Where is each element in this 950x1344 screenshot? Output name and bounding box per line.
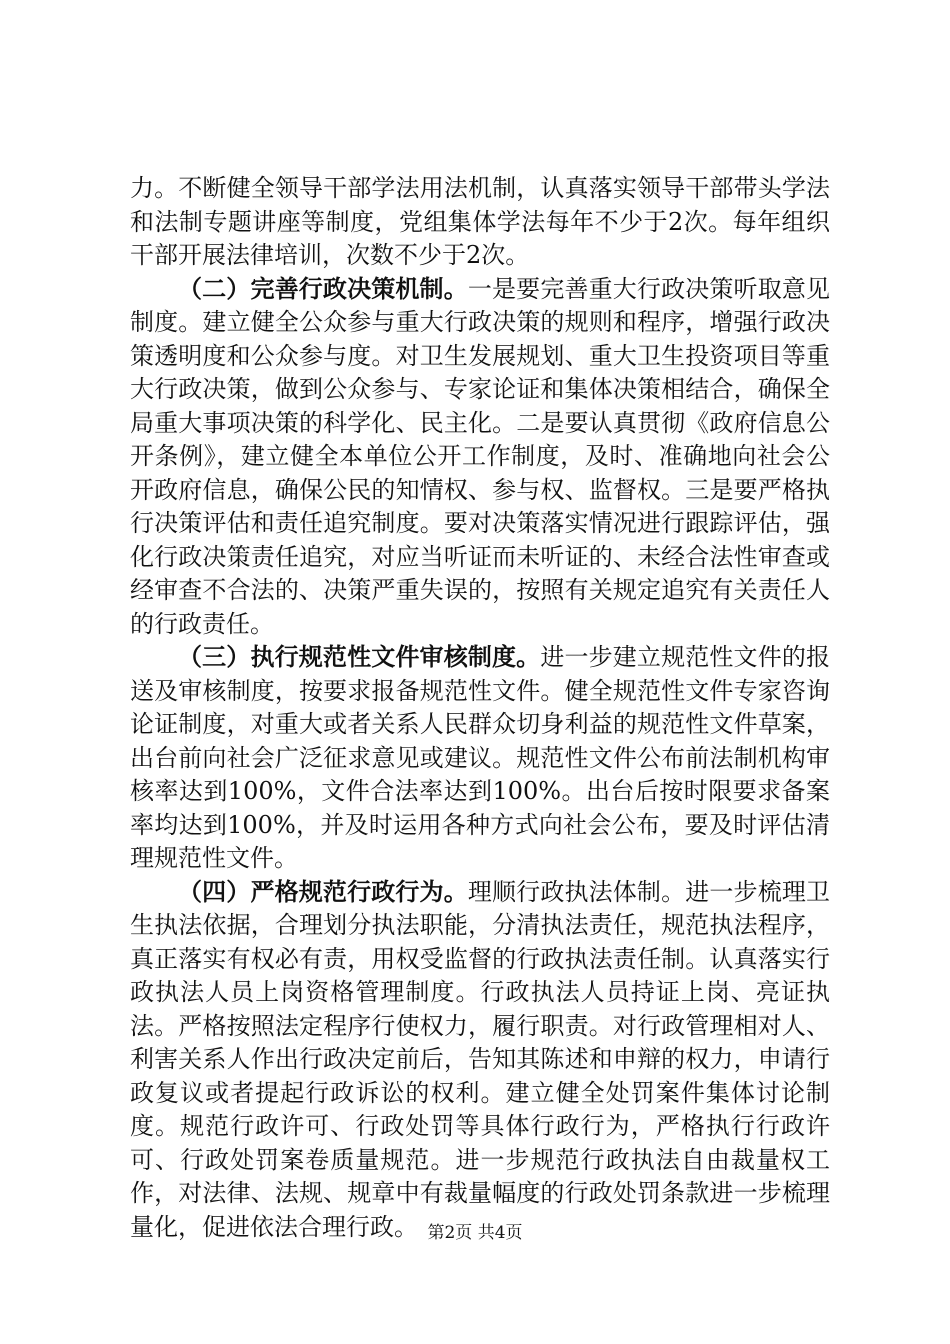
paragraph-decision-mechanism: [130, 273, 830, 642]
paragraph-text: 力。不断健全领导干部学法用法机制，认真落实领导干部带头学法和法制专题讲座等制度，党组集体学法每年不少于2次。每年组织干部开展法律培训，次数不少于2次。: [130, 174, 830, 269]
paragraph-text: 进一步建立规范性文件的报送及审核制度，按要求报备规范性文件。健全规范性文件专家咨询论证制度，对重大或者关系人民群众切身利益的规范性文件草案，出台前向社会广泛征求意见或建议。规范性文件公布前法制机构审核率达到100%，文件合法率达到100%。出台后按时限要求备案率均达到100%，并及时运用各种方式向社会公布，要及时评估清理规范性文件。: [130, 643, 831, 872]
section-heading: （四）严格规范行政行为。: [178, 877, 468, 906]
paragraph-text: 一是要完善重大行政决策听取意见制度。建立健全公众参与重大行政决策的规则和程序，增强行政决策透明度和公众参与度。对卫生发展规划、重大卫生投资项目等重大行政决策，做到公众参与、专家论证和集体决策相结合，确保全局重大事项决策的科学化、民主化。二是要认真贯彻《政府信息公开条例》，建立健全本单位公开工作制度，及时、准确地向社会公开政府信息，确保公民的知情权、参与权、监督权。三是要严格执行决策评估和责任追究制度。要对决策落实情况进行跟踪评估，强化行政决策责任追究，对应当听证而未听证的、未经合法性审查或经审查不合法的、决策严重失误的，按照有关规定追究有关责任人的行政责任。: [130, 274, 831, 638]
paragraph-text: 理顺行政执法体制。进一步梳理卫生执法依据，合理划分执法职能，分清执法责任，规范执法程序，真正落实有权必有责，用权受监督的行政执法责任制。认真落实行政执法人员上岗资格管理制度。行政执法人员持证上岗、亮证执法。严格按照法定程序行使权力，履行职责。对行政管理相对人、利害关系人作出行政决定前后，告知其陈述和申辩的权力，申请行政复议或者提起行政诉讼的权利。建立健全处罚案件集体讨论制度。规范行政许可、行政处罚等具体行政行为，严格执行行政许可、行政处罚案卷质量规范。进一步规范行政执法自由裁量权工作，对法律、法规、规章中有裁量幅度的行政处罚条款进一步梳理量化，促进依法合理行政。: [130, 877, 831, 1241]
section-heading: （三）执行规范性文件审核制度。: [178, 643, 541, 671]
paragraph-administrative-conduct: [130, 876, 830, 1245]
paragraph-continuation: [130, 172, 830, 273]
page-number-footer: 第2页 共4页: [427, 1223, 523, 1243]
document-body: [130, 172, 830, 1244]
paragraph-normative-documents: [130, 641, 830, 876]
section-heading: （二）完善行政决策机制。: [178, 274, 468, 303]
